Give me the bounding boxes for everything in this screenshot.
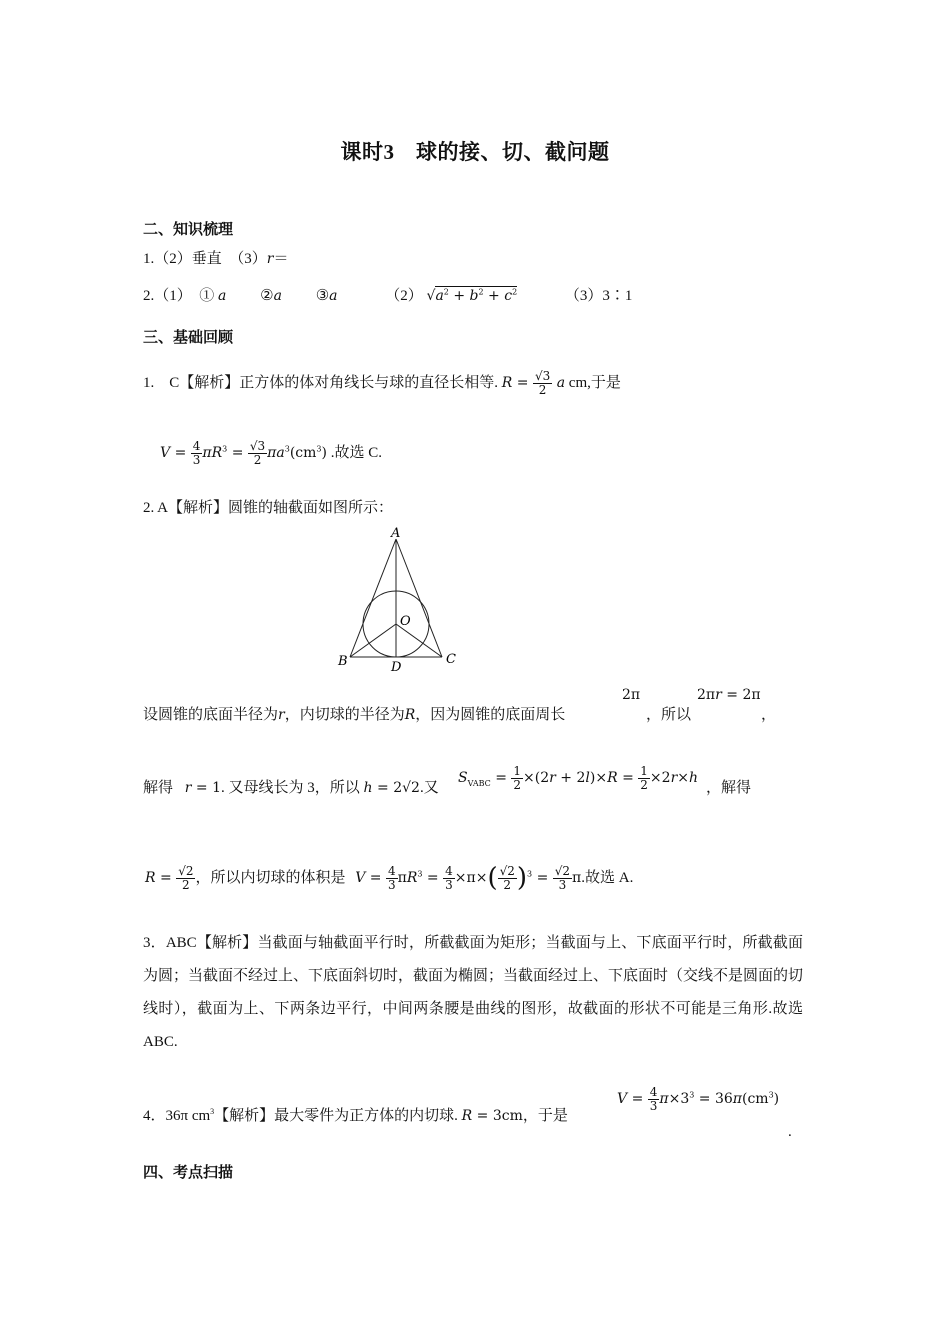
section-review: 三、基础回顾 — [143, 330, 234, 346]
section-knowledge: 二、知识梳理 — [143, 222, 234, 238]
formula-R3: R = 3cm — [461, 1108, 523, 1124]
label-C: C — [446, 652, 456, 667]
answer-line-1: 1.（2）垂直 （3）r＝ — [143, 251, 289, 267]
formula-R: R = $\frac{√3}{2}$ a — [501, 369, 566, 397]
label-A: A — [391, 526, 401, 541]
line-ab — [350, 539, 396, 657]
formula-r1: r = 1 — [184, 780, 222, 796]
q2-line-2: 解得 r = 1. 又母线长为 3，所以 h = 2√2.又 — [143, 780, 439, 796]
q4-line: 4．36π $cm^3$【解析】最大零件为正方体的内切球. R = 3cm，于是 — [143, 1107, 568, 1124]
formula-2pir: 2πr = 2π — [697, 687, 761, 703]
q2-lead: 2. A【解析】圆锥的轴截面如图所示： — [143, 500, 394, 516]
q2-solve: ，解得 — [706, 780, 752, 796]
label-B: B — [338, 654, 348, 669]
answer-line-2: 2.（1） ① a ②a ③a （2） $√a^2 + b^2 + c^2$ （3）3∶1 — [143, 287, 633, 304]
label-O: O — [400, 614, 411, 629]
formula-circumference: 2π — [622, 687, 641, 703]
formula-sqrt-abc: $√a^2 + b^2 + c^2$ — [426, 287, 518, 304]
page-title: 课时3 球的接、切、截问题 — [340, 140, 610, 164]
formula-R2: R = $\frac{√2}{2}$ — [145, 863, 194, 892]
q2-so: ，所以 — [646, 707, 692, 723]
section-scan: 四、考点扫描 — [143, 1165, 234, 1181]
q2-comma: ， — [761, 707, 777, 723]
label-D: D — [391, 660, 402, 675]
line-ac — [396, 539, 442, 657]
q1-volume: V = $\frac{4}{3}$ $\pi R^3$ = $\frac{√3}{2}$ $\pi a^3(cm^3)$ .故选 C. — [160, 439, 382, 467]
q2-line-3: R = $\frac{√2}{2}$ ，所以内切球的体积是 V = $\frac{4}{3}$ $\pi R^3$ = $\frac{4}{3}$ ×π×( $\frac{√2}{2}$ )$^3$ = $\frac{√2}{3}$ π.故选 A. — [145, 863, 634, 893]
formula-area: $S_{VABC}$ = $\frac{1}{2}$ ×(2r + 2l)×R = $\frac{1}{2}$ ×2r×h — [458, 764, 699, 792]
q3-paragraph: 3．ABC【解析】当截面与轴截面平行时，所截截面为矩形；当截面与上、下底面平行时，所截截面为圆；当截面不经过上、下底面斜切时，截面为椭圆；当截面经过上、下底面时（交线不是圆面的切线时），截面为上、下两条边平行，中间两条腰是曲线的图形，故截面的形状不可能是三角形.故选 ABC. — [143, 935, 804, 1050]
formula-V1: V = $\frac{4}{3}$ $\pi R^3$ = $\frac{√3}{2}$ $\pi a^3(cm^3)$ — [160, 439, 327, 467]
q1-line: 1. C【解析】正方体的体对角线长与球的直径长相等. R = $\frac{√3}{2}$ a cm,于是 — [143, 369, 621, 397]
formula-h: h = 2√2 — [363, 780, 420, 796]
formula-V2: V = $\frac{4}{3}$ $\pi R^3$ = $\frac{4}{3}$ ×π×( $\frac{√2}{2}$ )$^3$ = $\frac{√2}{3}$ π — [355, 863, 582, 893]
q4-dot: . — [788, 1124, 792, 1140]
q2-line-1: 设圆锥的底面半径为r，内切球的半径为R，因为圆锥的底面周长 — [143, 707, 566, 723]
cone-cross-section-diagram — [330, 525, 460, 675]
formula-V3: V = $\frac{4}{3}$ $\pi\times 3^3 = 36\pi(cm^3)$ — [617, 1085, 780, 1113]
